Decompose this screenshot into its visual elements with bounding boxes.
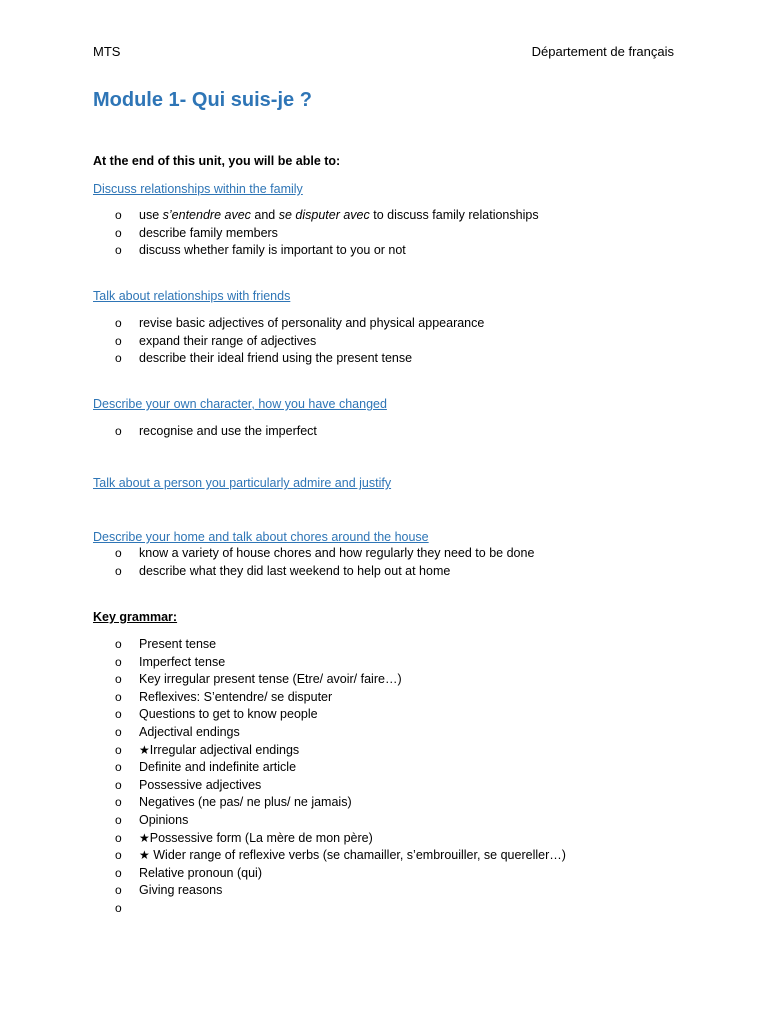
section-heading-home[interactable]: Describe your home and talk about chores around the house <box>93 530 429 544</box>
grammar-item-text: Negatives (ne pas/ ne plus/ ne jamais) <box>139 795 352 810</box>
star-icon: ★ <box>139 848 150 863</box>
star-icon: ★ <box>139 830 150 845</box>
bullet-icon: o <box>115 225 122 240</box>
list-item-mid: and <box>250 208 279 222</box>
section-list-friends <box>0 315 484 368</box>
bullet-icon: o <box>115 707 122 722</box>
section-heading-admire[interactable]: Talk about a person you particularly admire and justify <box>93 476 392 490</box>
grammar-item-text: Possessive form (La mère de mon père) <box>149 830 373 845</box>
list-item <box>0 333 484 351</box>
list-item-text: expand their range of adjectives <box>139 333 317 348</box>
grammar-item-text: Adjectival endings <box>139 724 240 739</box>
bullet-icon: o <box>115 795 122 810</box>
grammar-item-text: Definite and indefinite article <box>139 760 297 775</box>
list-item-text: recognise and use the imperfect <box>139 424 317 438</box>
bullet-icon: o <box>115 424 122 438</box>
bullet-icon: o <box>115 865 122 880</box>
grammar-item-text: Relative pronoun (qui) <box>139 865 262 880</box>
grammar-item-text: Irregular adjectival endings <box>149 742 300 757</box>
grammar-item <box>0 812 566 830</box>
bullet-icon: o <box>115 546 122 560</box>
list-item <box>0 207 539 225</box>
grammar-item-text: Wider range of reflexive verbs (se chamailler, s’embrouiller, se quereller…) <box>149 848 566 863</box>
list-item-text: know a variety of house chores and how regularly they need to be done <box>139 546 535 560</box>
bullet-icon: o <box>115 777 122 792</box>
grammar-item <box>0 759 566 777</box>
header-right: Département de français <box>531 44 674 59</box>
grammar-item <box>0 724 566 742</box>
list-item-emphasis: se disputer avec <box>278 208 370 222</box>
bullet-icon: o <box>115 689 122 704</box>
grammar-item-text: Key irregular present tense (Etre/ avoir/ faire…) <box>139 672 402 687</box>
grammar-item <box>0 847 566 865</box>
bullet-icon: o <box>115 563 122 578</box>
list-item-pre: use <box>139 208 163 222</box>
list-item-post: to discuss family relationships <box>369 208 539 222</box>
bullet-icon: o <box>115 333 122 348</box>
bullet-icon: o <box>115 812 122 827</box>
grammar-item <box>0 794 566 812</box>
list-item-emphasis: s’entendre avec <box>162 208 251 222</box>
grammar-item <box>0 865 566 883</box>
list-item-text: describe family members <box>139 225 278 240</box>
intro-text: At the end of this unit, you will be able to: <box>93 154 341 168</box>
grammar-item <box>0 882 566 900</box>
section-heading-family[interactable]: Discuss relationships within the family <box>93 182 303 196</box>
bullet-icon: o <box>115 742 122 757</box>
list-item <box>0 315 484 333</box>
list-item-text: describe what they did last weekend to help out at home <box>139 563 451 578</box>
list-item-text: describe their ideal friend using the present tense <box>139 351 413 366</box>
key-grammar-list <box>0 636 566 918</box>
grammar-item <box>0 636 566 654</box>
bullet-icon: o <box>115 724 122 739</box>
bullet-icon: o <box>115 637 122 651</box>
page-title: Module 1- Qui suis-je ? <box>93 89 312 111</box>
bullet-icon: o <box>115 672 122 687</box>
list-item-text: discuss whether family is important to you or not <box>139 243 406 258</box>
list-item <box>0 563 534 581</box>
list-item-text: revise basic adjectives of personality and physical appearance <box>139 316 485 330</box>
list-item <box>0 545 534 563</box>
list-item <box>0 225 539 243</box>
header-left: MTS <box>93 44 121 59</box>
section-heading-friends[interactable]: Talk about relationships with friends <box>93 289 291 303</box>
grammar-item <box>0 742 566 760</box>
grammar-item <box>0 777 566 795</box>
bullet-icon: o <box>115 351 122 366</box>
grammar-item <box>0 706 566 724</box>
bullet-icon: o <box>115 848 122 863</box>
bullet-icon: o <box>115 654 122 669</box>
key-grammar-heading: Key grammar: <box>93 610 178 624</box>
grammar-item <box>0 654 566 672</box>
star-icon: ★ <box>139 742 150 757</box>
grammar-item <box>0 900 566 918</box>
grammar-item-text: Possessive adjectives <box>139 777 262 792</box>
bullet-icon: o <box>115 208 122 222</box>
grammar-item <box>0 671 566 689</box>
list-item <box>0 350 484 368</box>
grammar-item-text: Reflexives: S’entendre/ se disputer <box>139 689 333 704</box>
bullet-icon: o <box>115 830 122 845</box>
grammar-item-text: Giving reasons <box>139 883 223 898</box>
grammar-item-text: Opinions <box>139 812 189 827</box>
grammar-item-text: Questions to get to know people <box>139 707 318 722</box>
grammar-item <box>0 830 566 848</box>
bullet-icon: o <box>115 316 122 330</box>
bullet-icon: o <box>115 900 122 915</box>
section-list-home <box>0 545 534 580</box>
grammar-item-text: Imperfect tense <box>139 654 226 669</box>
bullet-icon: o <box>115 760 122 775</box>
list-item <box>0 423 317 441</box>
list-item <box>0 242 539 260</box>
bullet-icon: o <box>115 243 122 258</box>
section-heading-character[interactable]: Describe your own character, how you have changed <box>93 397 387 411</box>
bullet-icon: o <box>115 883 122 898</box>
section-list-character <box>0 423 317 441</box>
grammar-item-text: Present tense <box>139 637 217 651</box>
grammar-item <box>0 689 566 707</box>
section-list-family <box>0 207 539 260</box>
